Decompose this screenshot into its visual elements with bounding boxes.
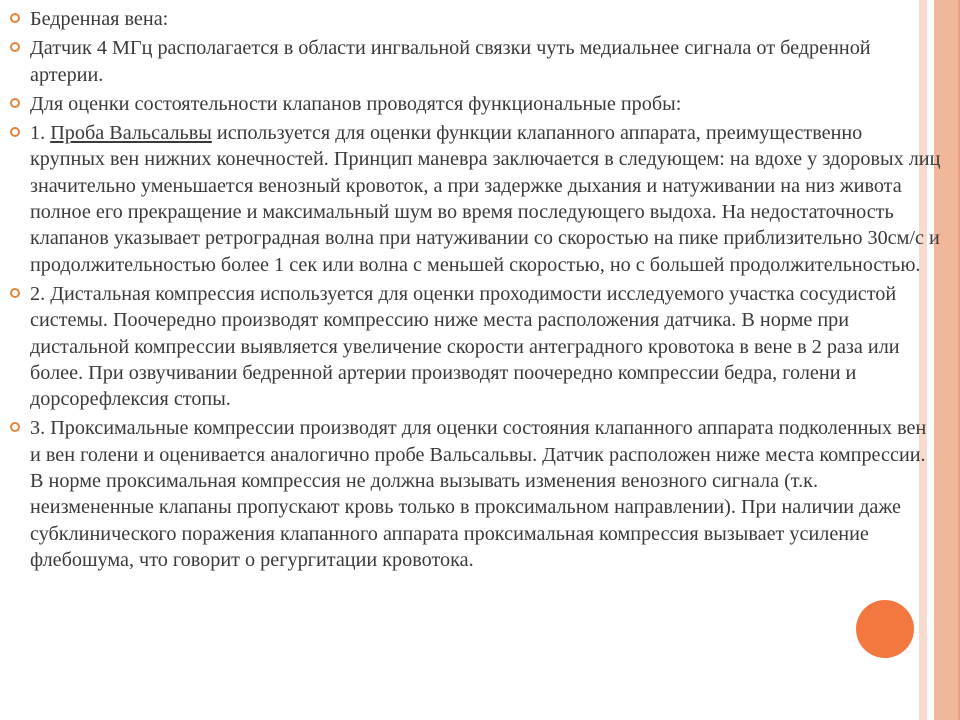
circle-bullet-icon: [10, 127, 20, 137]
circle-bullet-icon: [10, 98, 20, 108]
circle-bullet-icon: [10, 288, 20, 298]
slide-body: [10, 6, 942, 576]
item-text: 2. Дистальная компрессия используется для оценки проходимости исследуемого участка сосудистой системы. Поочередно производят компрессию ниже места расположения датчика. В норме при дистальной компрессии выявляется увеличение скорости антеградного кровотока в вене в 2 раза или более. При озвучивании бедренной артерии производят поочередно компрессии бедра, голени и дорсорефлексия стопы.: [30, 282, 900, 411]
bullet-item-valsalva: [10, 120, 942, 278]
circle-bullet-icon: [10, 422, 20, 432]
circle-bullet-icon: [10, 42, 20, 52]
decorative-orange-circle: [856, 600, 914, 658]
bullet-item-functional-tests: [10, 91, 942, 117]
item-prefix: 1.: [30, 122, 51, 145]
item-text: Для оценки состоятельности клапанов проводятся функциональные пробы:: [30, 92, 682, 115]
circle-bullet-icon: [10, 13, 20, 23]
bullet-item-proximal-compression: [10, 415, 942, 573]
item-text: Бедренная вена:: [30, 8, 169, 30]
valsalva-link[interactable]: Проба Вальсальвы: [50, 122, 212, 145]
item-text: 3. Проксимальные компрессии производят для оценки состояния клапанного аппарата подколенных вен и вен голени и оценивается аналогично пробе Вальсальвы. Датчик расположен ниже места компрессии. В норме проксимальная компрессия не должна вызывать изменения венозного сигнала (т.к. неизмененные клапаны пропускают кровь только в проксимальном направлении). При наличии даже субклинического поражения клапанного аппарата проксимальная компрессия вызывает усиление флебошума, что говорит о регургитации кровотока.: [30, 417, 927, 571]
item-text: Датчик 4 МГц располагается в области ингвальной связки чуть медиальнее сигнала от бедренной артерии.: [30, 37, 871, 86]
bullet-item-distal-compression: [10, 281, 942, 412]
bullet-item-femoral-vein: [10, 6, 942, 32]
bullet-item-probe-position: [10, 35, 942, 88]
item-text: используется для оценки функции клапанного аппарата, преимущественно крупных вен нижних конечностей. Принцип маневра заключается в следующем: на вдохе у здоровых лиц значительно уменьшается венозный кровоток, а при задержке дыхания и натуживании на низ живота полное его прекращение и максимальный шум во время последующего выдоха. На недостаточность клапанов указывает ретроградная волна при натуживании со скоростью на пике приблизительно 30см/с и продолжительностью более 1 сек или волна с меньшей скоростью, но с большей продолжительностью.: [30, 122, 941, 276]
